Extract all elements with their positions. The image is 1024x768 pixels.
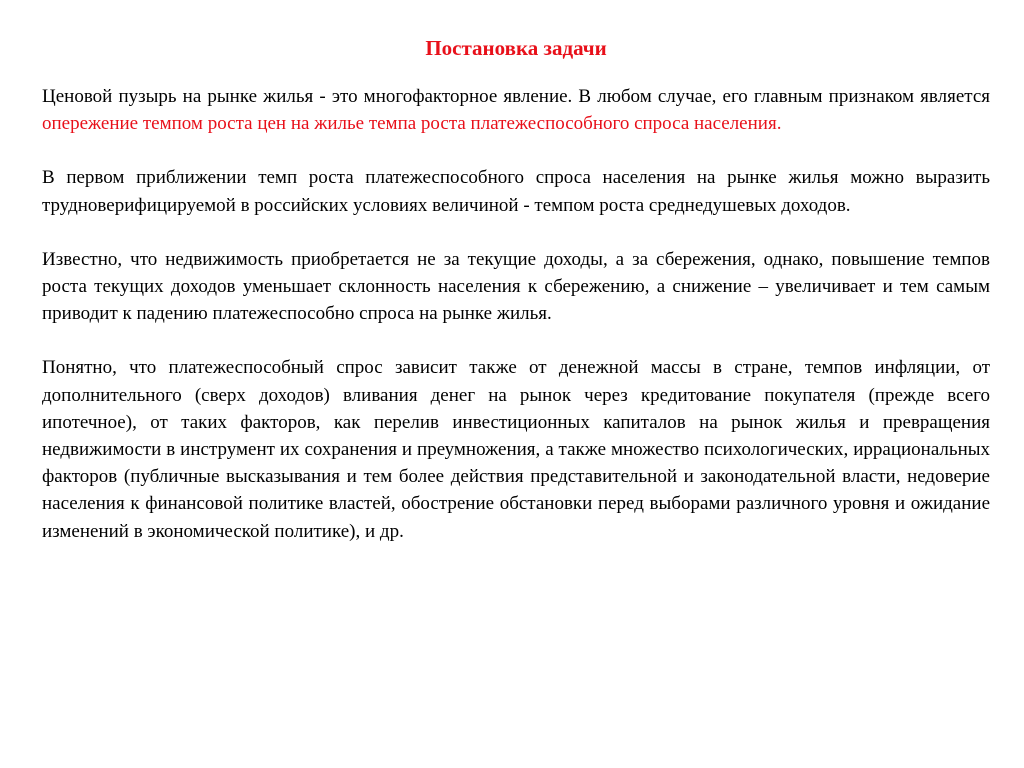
paragraph-4: Понятно, что платежеспособный спрос зависит также от денежной массы в стране, темпов инфляции, от дополнительного (сверх доходов) вливания денег на рынок через кредитование покупателя (прежде всего ипотечное), от таких факторов, как перелив инвестиционных капиталов на рынок жилья и превращения недвижимости в инструмент их сохранения и преумножения, а также множество психологических, иррациональных факторов (публичные высказывания и тем более действия представительной и законодательной власти, недоверие населения к финансовой политике властей, обострение обстановки перед выборами различного уровня и ожидание изменений в экономической политике), и др. [42, 357, 990, 542]
paragraph-1-lead: Ценовой пузырь на рынке жилья - это многофакторное явление. В любом случае, его главным признаком является [42, 86, 990, 107]
paragraph-3: Известно, что недвижимость приобретается не за текущие доходы, а за сбережения, однако, повышение темпов роста текущих доходов уменьшает склонность населения к сбережению, а снижение – увеличивает и тем самым приводит к падению платежеспособно спроса на рынке жилья. [42, 248, 990, 325]
paragraph-2: В первом приближении темп роста платежеспособного спроса населения на рынке жилья можно выразить трудноверифицируемой в российских условиях величиной - темпом роста среднедушевых доходов. [42, 167, 990, 216]
paragraph-1 [42, 83, 990, 137]
paragraph-1-highlight: опережение темпом роста цен на жилье темпа роста платежеспособного спроса населения. [42, 113, 782, 135]
slide-title: Постановка задачи [425, 36, 607, 60]
slide-content [42, 34, 990, 572]
